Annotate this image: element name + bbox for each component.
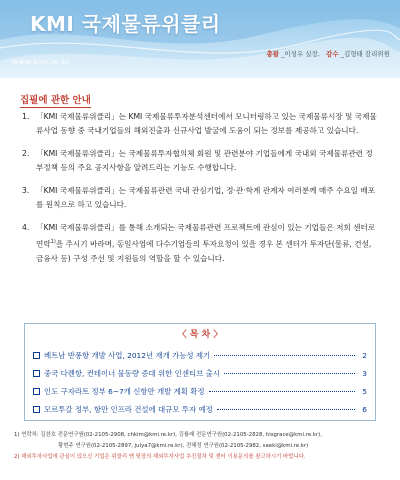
- editor-label: 감수: [326, 50, 339, 58]
- footnotes: [14, 430, 394, 463]
- notice-text-post: 을 주시기 바라며, 동일사업에 다수기업들의 투자요청이 있을 경우 본 센터가 투자단(물류, 건설, 금융사 등) 구성 주선 및 지원들의 역할을 할 수 있습니다.: [36, 239, 372, 263]
- toc-item[interactable]: [33, 400, 367, 418]
- toc-item-page: 3: [362, 368, 367, 378]
- toc-item[interactable]: [33, 382, 367, 400]
- toc-leader-dots: [214, 355, 355, 356]
- notice-item-4: [22, 221, 380, 266]
- toc-item[interactable]: [33, 364, 367, 382]
- chief-value: _이성우 실장,: [281, 50, 320, 58]
- toc-title-text: 〈 목 차 〉: [177, 330, 223, 340]
- header-banner: [0, 0, 400, 78]
- toc-leader-dots: [217, 409, 355, 410]
- toc-item-title[interactable]: 모르투갈 정부, 항만 인프라 건설에 대규모 투자 예정: [44, 404, 213, 414]
- toc-item-title[interactable]: 인도 구자라트 정부 6~7개 신항만 개발 계획 확정: [44, 386, 205, 396]
- notice-text: 「KMI 국제물류위클리」는 국제물류투자협의체 회원 및 관련분야 기업들에게 국내외 국제물류관련 정부정책 등의 주요 공지사항을 알려드리는 기능도 수행합니다.: [36, 149, 373, 172]
- toc-list: [25, 346, 375, 418]
- brand-title: KMI 국제물류위클리: [30, 12, 221, 36]
- footnote-1-cont: 황현주 연구원(02-2105-2897, julya7@kmi.re.kr), 전혜정 연구원(02-2105-2982, saeki@kmi.re.kr): [58, 443, 309, 449]
- notice-text: 「KMI 국제물류위클리」는 KMI 국제물류투자분석센터에서 모니터링하고 있는 국제물류시장 및 국제물류사업 동향 중 국내기업들의 해외진출과 신규사업 발굴에 도움이 되는 정보를 제공하고 있습니다.: [36, 112, 377, 135]
- checkbox-square-icon: [33, 388, 40, 395]
- section-title: 집필에 관한 안내: [20, 92, 91, 108]
- toc-item-title[interactable]: 베트남 반퐁항 개발 사업, 2012년 재개 가능성 제기: [44, 350, 211, 360]
- notice-text: [36, 221, 380, 266]
- notice-text-pre: 「KMI 국제물류위클리」를 통해 소개되는 국제물류관련 프로젝트에 관심이 있는 기업들은 저희 센터로 연락: [36, 223, 376, 249]
- notice-item-1: [22, 110, 380, 138]
- toc-leader-dots: [209, 391, 355, 392]
- checkbox-square-icon: [33, 406, 40, 413]
- notice-number: 4.: [22, 223, 30, 232]
- credits-line: [266, 49, 390, 58]
- toc-item-page: 5: [362, 386, 367, 396]
- toc-item-page: 2: [362, 350, 367, 360]
- checkbox-square-icon: [33, 370, 40, 377]
- footnote-1: 1) 연락처: 김찬호 전문연구원(02-2105-2908, chkim@kmi.re.kr), 김률래 전문연구원(02-2105-2828, hisgrace@kmi.re.kr),: [14, 432, 323, 438]
- footnote-2: 2) 해외투자사업에 관심이 있으신 기업은 위클리 맨 뒷장의 해외투자사업 추진절차 및 센터 이용문의를 참고하시기 바랍니다.: [14, 454, 306, 460]
- notice-number: 1.: [22, 112, 30, 121]
- notice-item-3: [22, 184, 380, 212]
- table-of-contents: [24, 323, 376, 421]
- editor-value: _김형태 감리위원: [340, 50, 390, 58]
- footnote-ref: 1): [50, 239, 56, 245]
- site-url[interactable]: www.kmi.re.kr: [12, 58, 70, 66]
- checkbox-square-icon: [33, 352, 40, 359]
- chief-label: 총괄: [266, 50, 280, 58]
- notice-number: 2.: [22, 149, 30, 158]
- toc-item-page: 6: [362, 404, 367, 414]
- toc-leader-dots: [224, 373, 355, 374]
- toc-item[interactable]: [33, 346, 367, 364]
- notice-text: 「KMI 국제물류위클리」는 국제물류관련 국내 관심기업, 정·관·학계 관계자 여러분께 매주 수요일 배포를 원칙으로 하고 있습니다.: [36, 186, 376, 209]
- notice-list: [22, 110, 380, 275]
- toc-title: [25, 324, 375, 346]
- toc-item-title[interactable]: 중국 다롄항, 컨테이너 물동량 증대 위한 인센티브 출시: [44, 368, 220, 378]
- notice-number: 3.: [22, 186, 30, 195]
- notice-item-2: [22, 147, 380, 175]
